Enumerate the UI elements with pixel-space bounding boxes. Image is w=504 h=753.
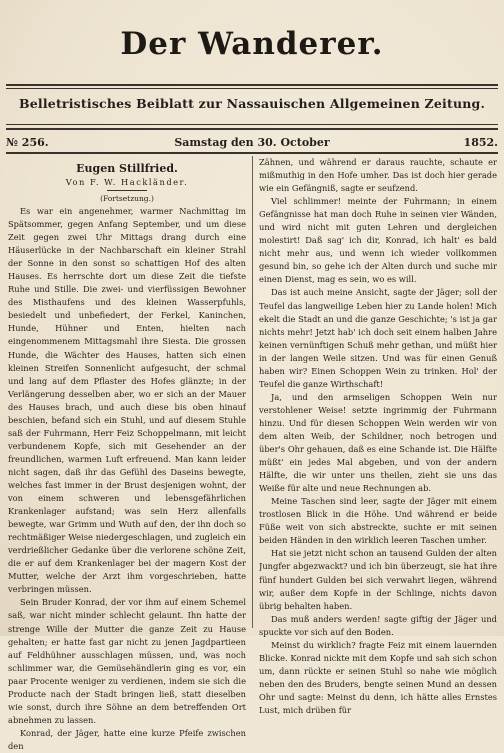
rule-mid-thick (6, 128, 498, 130)
column-left (8, 160, 246, 753)
issue-date: Samstag den 30. October (174, 136, 330, 149)
masthead: Der Wanderer. (120, 26, 384, 62)
paragraph: Ja, und den armseligen Schoppen Wein nur verstohlener Weise! setzte ingrimmig der Fuhrmann hinzu. Und für diesen Schoppen Wein werden wir von dem alten Weib, der Schildner, noch betrogen und über's Ohr gehauen, daß es eine Schande ist. Die Hälfte müßt' ein jedes Mal abgeben, und von der andern Hälfte, die wir unter uns theilen, zieht sie uns das Weiße für alte und neue Rechnungen ab. (259, 391, 497, 494)
paragraph: Meinst du wirklich? fragte Feiz mit einem lauernden Blicke. Konrad nickte mit dem Kopfe und sah sich schon um, dann rückte er seinen Stuhl so nahe wie möglich neben den des Bruders, bengte seinen Mund an dessen Ohr und sagte: Meinst du denn, ich hätte alles Ernstes Lust, mich drüben für (259, 639, 497, 715)
column-divider (252, 156, 253, 628)
paragraph: Hat sie jetzt nicht schon an tausend Gulden der alten Jungfer abgezwackt? und ich bin überzeugt, sie hat ihre fünf hundert Gulden bei sich verwahrt liegen, während wir, außer dem Kopfe in der Schlinge, nichts davon übrig behalten haben. (259, 548, 497, 611)
rule-mid (6, 124, 498, 125)
paragraph: Sein Bruder Konrad, der vor ihm auf einem Schemel saß, war nicht minder schlecht gelaunt. Ihn hatte der strenge Wille der Mutter die ganze Zeit zu Hause gehalten; er hatte fast gar nicht zu jenen Jagdpartieen auf Feldhühner ausschlagen müssen, und, was noch schlimmer war, die Gemüsehändlerin ging es vor, ein paar Procente weniger zu verdienen, indem sie sich die Producte nach der Stadt bringen ließ, statt dieselben wie sonst, durch ihre Söhne an dem betreffenden Ort abnehmen zu lassen. (8, 597, 246, 725)
article-title: Eugen Stillfried. (76, 162, 178, 175)
paragraph: Das muß anders werden! sagte giftig der Jäger und spuckte vor sich auf den Boden. (259, 613, 497, 637)
rule-top-thin (6, 88, 498, 89)
issue-number: № 256. (6, 136, 49, 149)
rule-date (6, 152, 498, 154)
subtitle: Belletristisches Beiblatt zur Nassauischen Allgemeinen Zeitung. (18, 96, 486, 111)
article-note: (Fortsetzung.) (100, 194, 154, 203)
paragraph: Zähnen, und während er daraus rauchte, schaute er mißmuthig in den Hofe umher. Das ist doch hier gerade wie ein Gefängniß, sagte er seufzend. (259, 157, 497, 194)
rule-top (6, 84, 498, 86)
paragraph: Konrad, der Jäger, hatte eine kurze Pfeife zwischen den (8, 727, 246, 751)
paragraph: Das ist auch meine Ansicht, sagte der Jäger; soll der Teufel das langweilige Leben hier zu Lande holen! Mich ekelt die Stadt an und die ganze Geschichte; 's ist ja gar nichts mehr! Jetzt hab' ich doch seit einem halben Jahre keinen vernünftigen Schuß mehr gethan, und müßt hier in der langen Weile sitzen. Und was für einen Genuß haben wir? Einen Schoppen Wein zu trinken. Hol' der Teufel die ganze Wirthschaft! (259, 287, 497, 389)
article-byline: Von F. W. Hackländer. (65, 177, 189, 187)
issue-year: 1852. (463, 136, 498, 149)
short-rule (107, 190, 147, 191)
paragraph: Meine Taschen sind leer, sagte der Jäger mit einem trostlosen Blick in die Höhe. Und während er beide Füße weit von sich abstreckte, suchte er mit seinen beiden Händen in den wirklich leeren Taschen umher. (259, 496, 497, 546)
paragraph: Es war ein angenehmer, warmer Nachmittag im Spätsommer, gegen Anfang September, und um diese Zeit gegen zwei Uhr Mittags drang durch eine Häuserlücke in der Nachbarschaft ein kleiner Strahl der Sonne in den sonst so schattigen Hof des alten Hauses. Es herrschte dort um diese Zeit die tiefste Ruhe und Stille. Die zwei- und vierfüssigen Bewohner des Misthaufens und des kleinen Wasserpfuhls, besiedelt und unbefiedert, der Ferkel, Kaninchen, Hunde, Hühner und Enten, hielten nach eingenommenem Mittagsmahl ihre Siesta. Die grossen Hunde, die Wächter des Hauses, hatten sich einen kleinen Streifen Sonnenlicht aufgesucht, der schmal und lang auf dem Pflaster des Hofes glänzte; in der Verlängerung desselben aber, wo er sich an der Mauer des Hauses brach, und auch diese bis oben hinauf beschien, befand sich ein Stuhl, und auf diesem Stuhle saß der Fuhrmann, Herr Feiz Schoppelmann, mit leicht verbundenem Kopfe, sich mit Gesehender an der freundlichen, warmen Luft erfreuend. Man kann leider nicht sagen, daß ihr das Gefühl des Daseins bewegte, welches fast immer in der Brust desjenigen wohnt, der von einem schweren und lebensgefährlichen Krankenlager aufstand; was sein Herz allenfalls bewegte, war Grimm und Wuth auf den, der ihn doch so rechtmäßiger Weise niedergeschlagen, und zugleich ein verdrießlicher Gedanke über die verlorene schöne Zeit, die er auf dem Krankenlager bei der magern Kost der Mutter, welche der Arzt ihm vorgeschrieben, hatte verbringen müssen. (8, 206, 246, 595)
column-right (259, 156, 497, 717)
paragraph: Viel schlimmer! meinte der Fuhrmann; in einem Gefängnisse hat man doch Ruhe in seinen vier Wänden, und wird nicht mit guten Lehren und dergleichen molestirt! Daß sag' ich dir, Konrad, ich halt' es bald nicht mehr aus, und wenn ich wieder vollkommen gesund bin, so gehe ich der Alten durch und suche mir einen Dienst, mag es sein, wo es will. (259, 196, 497, 285)
